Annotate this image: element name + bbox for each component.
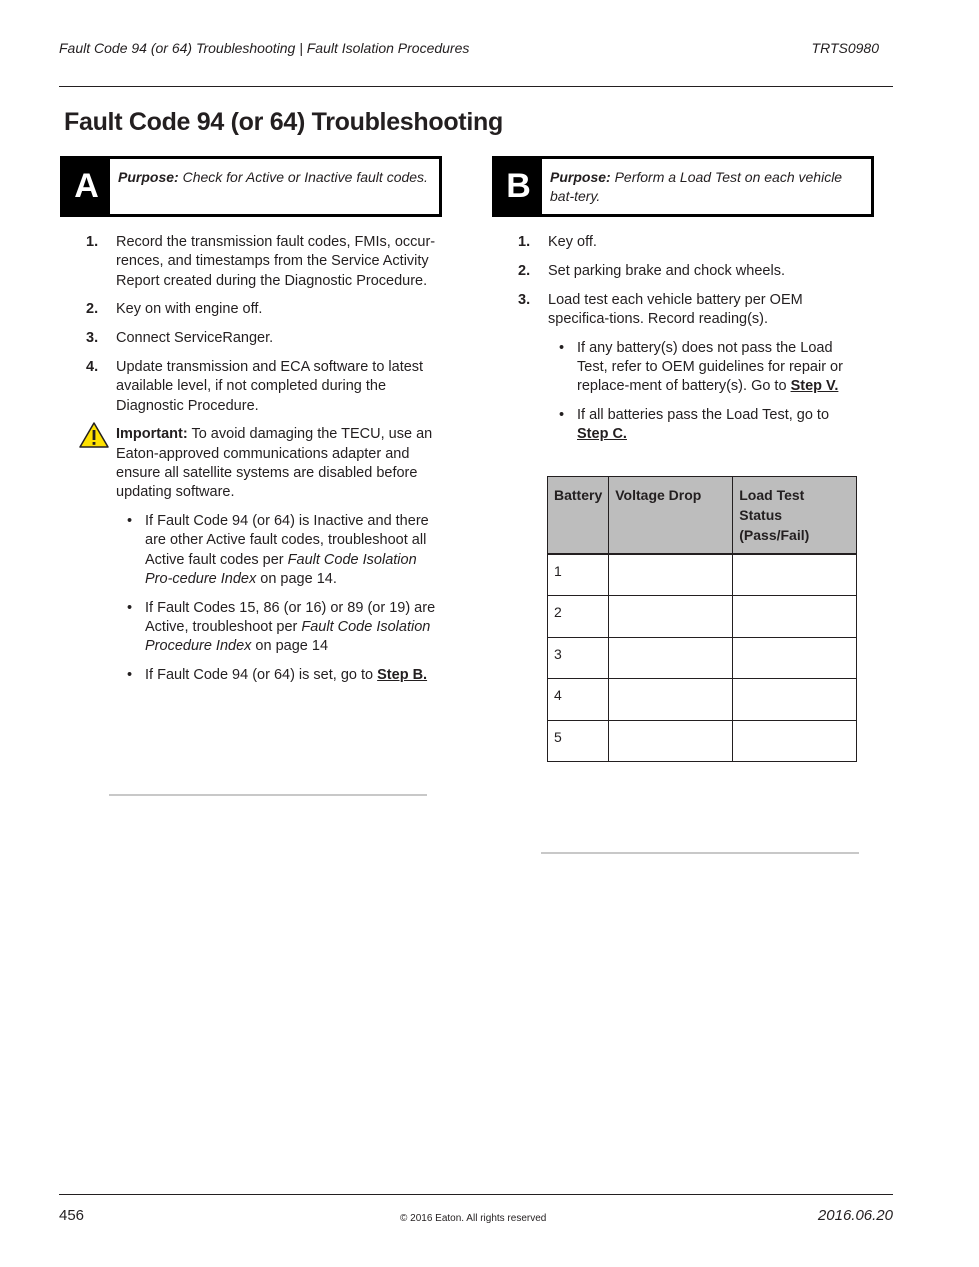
item-number: 2. bbox=[86, 301, 99, 318]
item-text: Load test each vehicle battery per OEM specifica-tions. Record reading(s). bbox=[548, 291, 803, 327]
step-b-item-3 bbox=[518, 291, 864, 330]
step-b-purpose bbox=[550, 168, 863, 206]
status-cell[interactable] bbox=[733, 679, 857, 721]
battery-load-test-table bbox=[547, 476, 857, 762]
bullet-reference: Fault Code Isolation Procedure Index bbox=[145, 619, 431, 655]
purpose-label: Purpose: bbox=[118, 169, 179, 185]
bullet-text: If Fault Codes 15, 86 (or 16) or 89 (or 19) are Active, troubleshoot per bbox=[145, 599, 436, 636]
step-c-link[interactable]: Step C. bbox=[577, 426, 627, 443]
step-a-content bbox=[86, 233, 442, 695]
bullet-dot: • bbox=[559, 407, 565, 424]
voltage-drop-cell[interactable] bbox=[609, 637, 733, 679]
warning-triangle-icon bbox=[78, 421, 110, 449]
item-text: Connect ServiceRanger. bbox=[116, 330, 274, 347]
page-number: 456 bbox=[59, 1207, 85, 1224]
step-b-bullet-2 bbox=[548, 406, 864, 445]
footer-rule bbox=[59, 1194, 893, 1195]
status-cell[interactable] bbox=[733, 554, 857, 596]
header-voltage-drop: Voltage Drop bbox=[609, 477, 733, 555]
voltage-drop-cell[interactable] bbox=[609, 596, 733, 638]
step-a-item-3 bbox=[86, 329, 442, 348]
bullet-reference: Fault Code Isolation Pro-cedure Index bbox=[145, 551, 417, 587]
item-text: Update transmission and ECA software to latest available level, if not completed during the Diagnostic Procedure. bbox=[116, 358, 424, 414]
table-row bbox=[548, 679, 857, 721]
header-battery: Battery bbox=[548, 477, 609, 555]
important-label: Important: bbox=[116, 426, 188, 443]
step-a-bullet-2 bbox=[116, 599, 442, 657]
battery-number: 4 bbox=[548, 679, 609, 721]
header-rule bbox=[59, 86, 893, 87]
bullet-dot: • bbox=[127, 599, 133, 616]
revision-date: 2016.06.20 bbox=[817, 1207, 893, 1224]
item-number: 3. bbox=[86, 330, 99, 347]
item-number: 1. bbox=[86, 234, 99, 250]
step-b-item-1 bbox=[518, 233, 864, 252]
step-b-link[interactable]: Step B. bbox=[377, 667, 428, 684]
item-text: Key on with engine off. bbox=[116, 301, 263, 318]
copyright-notice: © 2016 Eaton. All rights reserved bbox=[400, 1213, 547, 1224]
step-v-link[interactable]: Step V. bbox=[790, 378, 839, 395]
bullet-text: If any battery(s) does not pass the Load Test, refer to OEM guidelines for repair or replace-ment of battery(s). Go to bbox=[577, 339, 843, 395]
running-header-title: Fault Code 94 (or 64) Troubleshooting | Fault Isolation Procedures bbox=[59, 40, 470, 56]
document-number: TRTS0980 bbox=[811, 40, 879, 56]
step-a-letter: A bbox=[63, 159, 110, 214]
step-a-bullet-1 bbox=[116, 512, 442, 589]
voltage-drop-cell[interactable] bbox=[609, 554, 733, 596]
step-b-letter: B bbox=[495, 159, 542, 214]
bullet-text-end: on page 14 bbox=[251, 638, 329, 655]
important-text: To avoid damaging the TECU, use an Eaton-approved communications adapter and ensure all satellite systems are disabled before updating software. bbox=[116, 426, 433, 501]
bullet-dot: • bbox=[127, 667, 133, 684]
battery-number: 2 bbox=[548, 596, 609, 638]
column-end-rule bbox=[541, 852, 859, 854]
purpose-text: Check for Active or Inactive fault codes. bbox=[182, 169, 428, 185]
table-row bbox=[548, 554, 857, 596]
bullet-dot: • bbox=[559, 339, 565, 356]
step-a-purpose bbox=[118, 168, 431, 187]
step-b-item-2 bbox=[518, 262, 864, 281]
step-a-item-1 bbox=[86, 233, 442, 291]
item-number: 1. bbox=[518, 234, 531, 250]
step-a-item-2 bbox=[86, 300, 442, 319]
step-a-item-4 bbox=[86, 358, 442, 416]
table-row bbox=[548, 720, 857, 762]
bullet-dot: • bbox=[127, 513, 133, 530]
item-text: Record the transmission fault codes, FMIs, occur-rences, and timestamps from the Service Activity Report created during the Diagnostic Procedure. bbox=[116, 234, 436, 289]
item-number: 4. bbox=[86, 358, 99, 375]
bullet-text: If Fault Code 94 (or 64) is set, go to bbox=[145, 667, 378, 684]
bullet-text-end: on page 14. bbox=[256, 570, 337, 587]
step-a-bullet-3 bbox=[116, 666, 442, 685]
battery-number: 5 bbox=[548, 720, 609, 762]
item-text: Set parking brake and chock wheels. bbox=[548, 262, 785, 279]
status-cell[interactable] bbox=[733, 596, 857, 638]
battery-number: 1 bbox=[548, 554, 609, 596]
table-header-row bbox=[548, 477, 857, 555]
status-cell[interactable] bbox=[733, 637, 857, 679]
step-b-bullet-1 bbox=[548, 339, 864, 397]
item-number: 3. bbox=[518, 291, 531, 308]
table-row bbox=[548, 596, 857, 638]
bullet-text: If all batteries pass the Load Test, go to bbox=[577, 407, 830, 424]
item-text: Key off. bbox=[548, 234, 597, 250]
voltage-drop-cell[interactable] bbox=[609, 679, 733, 721]
page-title: Fault Code 94 (or 64) Troubleshooting bbox=[64, 108, 503, 136]
voltage-drop-cell[interactable] bbox=[609, 720, 733, 762]
step-a-purpose-box bbox=[60, 156, 442, 217]
status-cell[interactable] bbox=[733, 720, 857, 762]
header-load-test-status: Load Test Status (Pass/Fail) bbox=[733, 477, 857, 555]
purpose-label: Purpose: bbox=[550, 169, 611, 185]
step-a-bullets bbox=[86, 512, 442, 685]
important-note bbox=[86, 425, 442, 502]
step-b-purpose-box bbox=[492, 156, 874, 217]
battery-number: 3 bbox=[548, 637, 609, 679]
item-number: 2. bbox=[518, 262, 531, 279]
step-b-bullets bbox=[518, 339, 864, 445]
step-b-content bbox=[518, 233, 864, 454]
purpose-text: Perform a Load Test on each vehicle bat-tery. bbox=[550, 169, 843, 204]
table-row bbox=[548, 637, 857, 679]
column-end-rule bbox=[109, 794, 427, 796]
bullet-text: If Fault Code 94 (or 64) is Inactive and there are other Active fault codes, troubleshoot all Active fault codes per bbox=[145, 513, 429, 568]
